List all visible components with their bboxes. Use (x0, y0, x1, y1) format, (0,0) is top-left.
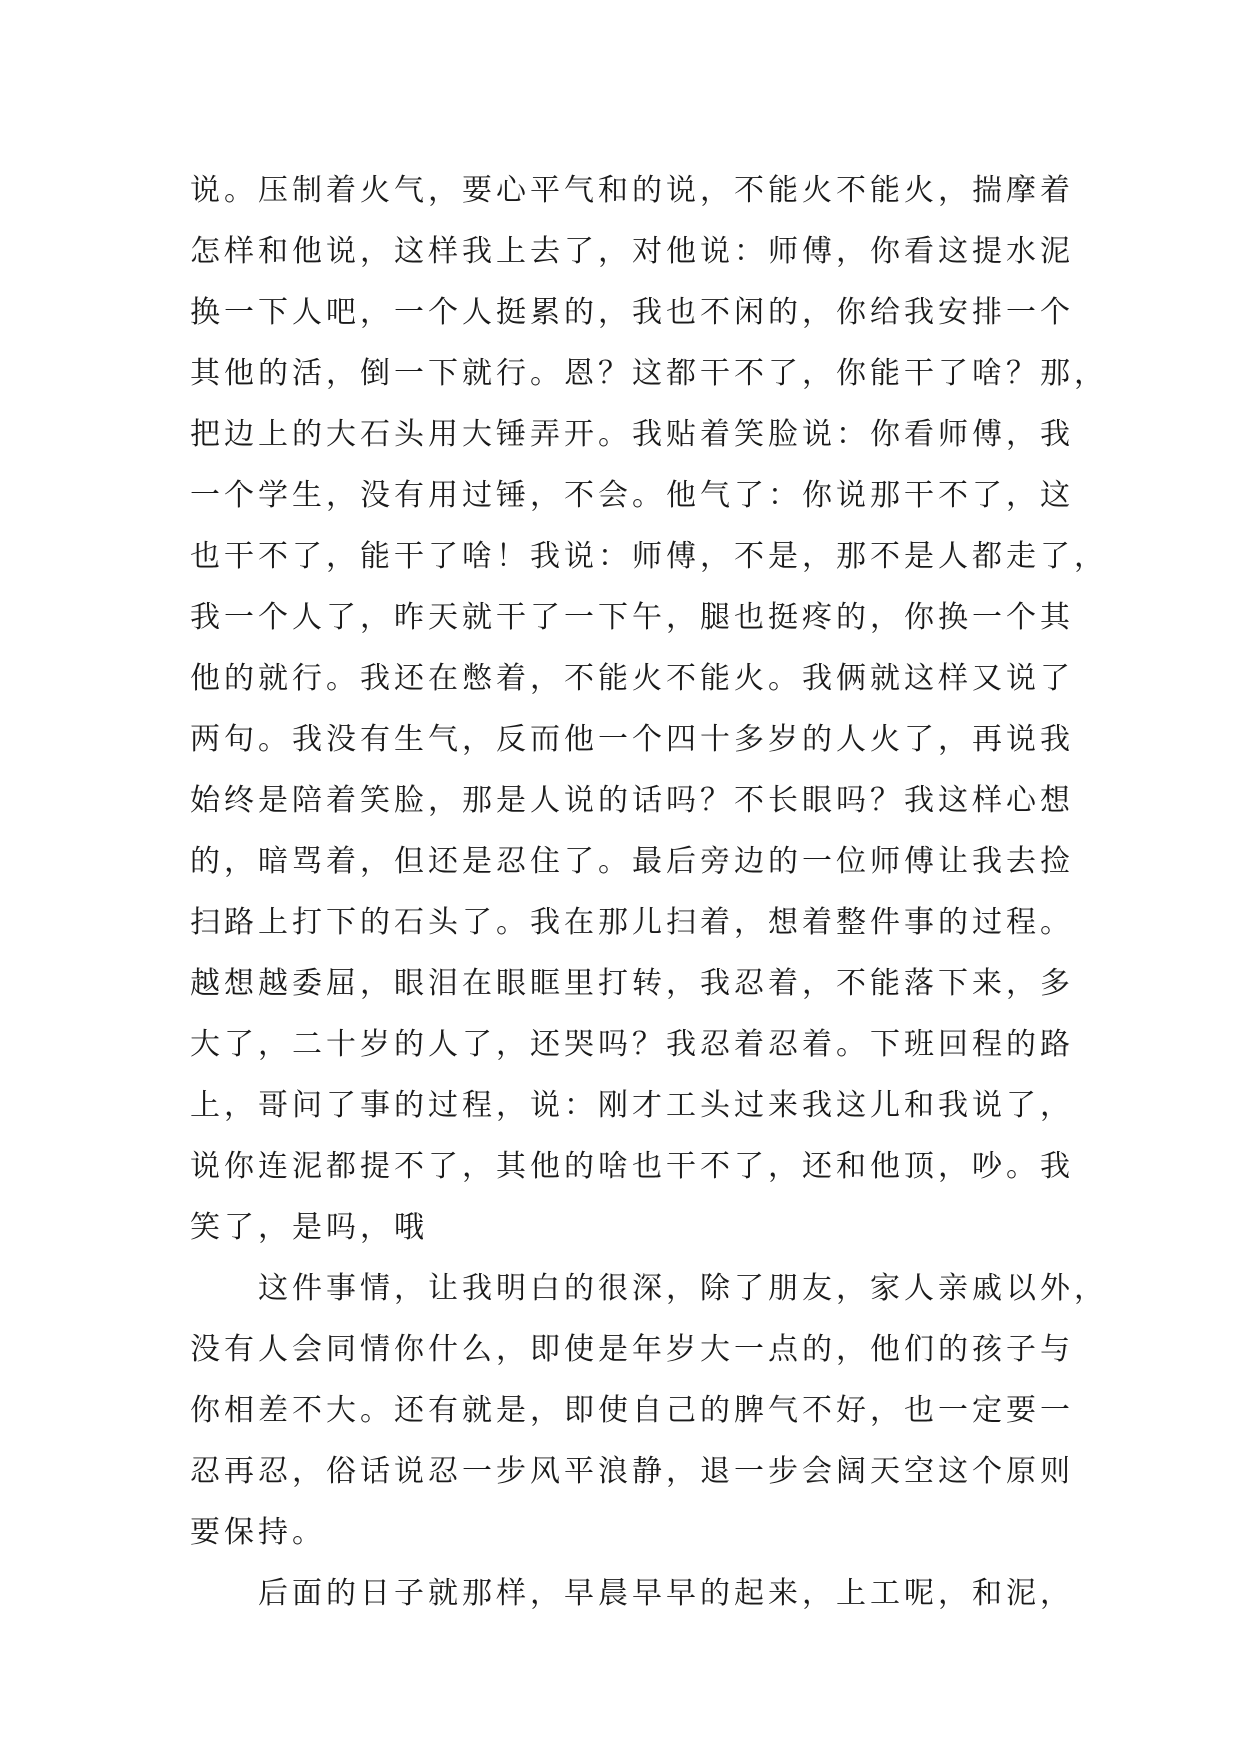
text-line: 忍再忍，俗话说忍一步风平浪静，退一步会阔天空这个原则 (190, 1454, 1074, 1489)
text-line: 没有人会同情你什么，即使是年岁大一点的，他们的孩子与 (190, 1332, 1074, 1367)
paragraph-1 (190, 160, 1108, 1258)
text-line: 两句。我没有生气，反而他一个四十多岁的人火了，再说我 (190, 722, 1074, 757)
paragraph-3 (190, 1563, 1074, 1624)
text-line: 的，暗骂着，但还是忍住了。最后旁边的一位师傅让我去捡 (190, 844, 1074, 879)
text-line: 要保持。 (190, 1515, 326, 1550)
text-line: 说你连泥都提不了，其他的啥也干不了，还和他顶，吵。我 (190, 1149, 1074, 1184)
text-line: 始终是陪着笑脸，那是人说的话吗？不长眼吗？我这样心想 (190, 783, 1074, 818)
document-body (190, 160, 1108, 1624)
text-line: 怎样和他说，这样我上去了，对他说：师傅，你看这提水泥 (190, 234, 1074, 269)
text-line: 后面的日子就那样，早晨早早的起来，上工呢，和泥， (258, 1576, 1074, 1611)
text-line: 其他的活，倒一下就行。恩？这都干不了，你能干了啥？那， (190, 356, 1108, 391)
text-line: 把边上的大石头用大锤弄开。我贴着笑脸说：你看师傅，我 (190, 417, 1074, 452)
text-line: 他的就行。我还在憋着，不能火不能火。我俩就这样又说了 (190, 661, 1074, 696)
text-line: 一个学生，没有用过锤，不会。他气了：你说那干不了，这 (190, 478, 1074, 513)
text-line: 也干不了，能干了啥！我说：师傅，不是，那不是人都走了， (190, 539, 1108, 574)
text-line: 笑了，是吗，哦 (190, 1210, 428, 1245)
text-line: 这件事情，让我明白的很深，除了朋友，家人亲戚以外， (258, 1271, 1108, 1306)
text-line: 说。压制着火气，要心平气和的说，不能火不能火，揣摩着 (190, 173, 1074, 208)
text-line: 扫路上打下的石头了。我在那儿扫着，想着整件事的过程。 (190, 905, 1074, 940)
text-line: 换一下人吧，一个人挺累的，我也不闲的，你给我安排一个 (190, 295, 1074, 330)
text-line: 越想越委屈，眼泪在眼眶里打转，我忍着，不能落下来，多 (190, 966, 1074, 1001)
text-line: 我一个人了，昨天就干了一下午，腿也挺疼的，你换一个其 (190, 600, 1074, 635)
text-line: 上，哥问了事的过程，说：刚才工头过来我这儿和我说了， (190, 1088, 1074, 1123)
paragraph-2 (190, 1258, 1108, 1563)
text-line: 大了，二十岁的人了，还哭吗？我忍着忍着。下班回程的路 (190, 1027, 1074, 1062)
text-line: 你相差不大。还有就是，即使自己的脾气不好，也一定要一 (190, 1393, 1074, 1428)
